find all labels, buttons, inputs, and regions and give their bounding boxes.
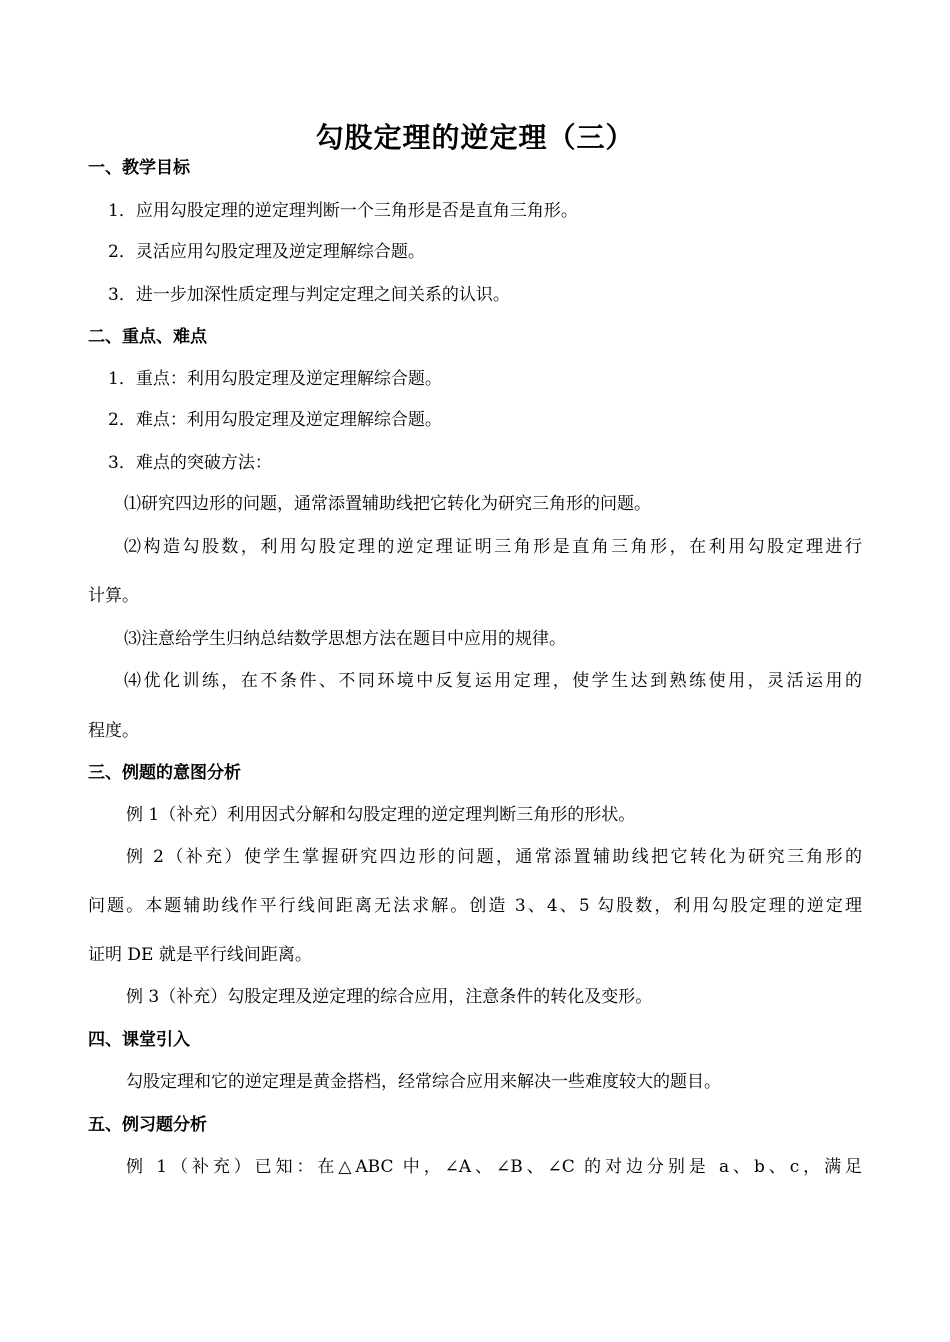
paragraph-line: 例 3（补充）勾股定理及逆定理的综合应用，注意条件的转化及变形。: [126, 987, 653, 1007]
paragraph-line: 计算。: [88, 586, 139, 606]
paragraph-line: ⑷优化训练，在不条件、不同环境中反复运用定理，使学生达到熟练使用，灵活运用的: [124, 671, 862, 691]
paragraph-line: ⑵构造勾股数，利用勾股定理的逆定理证明三角形是直角三角形，在利用勾股定理进行: [124, 537, 862, 557]
section-heading-key-points: 二、重点、难点: [88, 327, 207, 347]
paragraph-line: 1．应用勾股定理的逆定理判断一个三角形是否是直角三角形。: [108, 201, 578, 221]
paragraph-line: 3．进一步加深性质定理与判定定理之间关系的认识。: [108, 285, 510, 305]
paragraph-line: ⑴研究四边形的问题，通常添置辅助线把它转化为研究三角形的问题。: [124, 494, 651, 514]
paragraph-line: 2．难点：利用勾股定理及逆定理解综合题。: [108, 410, 442, 430]
paragraph-line: 证明 DE 就是平行线间距离。: [88, 945, 312, 965]
section-heading-lesson-intro: 四、课堂引入: [88, 1030, 190, 1050]
paragraph-line: 勾股定理和它的逆定理是黄金搭档，经常综合应用来解决一些难度较大的题目。: [126, 1072, 721, 1092]
paragraph-line: 1．重点：利用勾股定理及逆定理解综合题。: [108, 369, 442, 389]
paragraph-line: 2．灵活应用勾股定理及逆定理解综合题。: [108, 242, 425, 262]
paragraph-line: 例 1（补充）已知：在△ABC 中，∠A、∠B、∠C 的对边分别是 a、b、c，满足: [126, 1157, 862, 1177]
paragraph-line: 程度。: [88, 721, 139, 741]
section-heading-teaching-goals: 一、教学目标: [88, 158, 190, 178]
paragraph-line: 例 2（补充）使学生掌握研究四边形的问题，通常添置辅助线把它转化为研究三角形的: [126, 847, 862, 867]
paragraph-line: 例 1（补充）利用因式分解和勾股定理的逆定理判断三角形的形状。: [126, 805, 636, 825]
section-heading-example-analysis: 五、例习题分析: [88, 1115, 207, 1135]
paragraph-line: ⑶注意给学生归纳总结数学思想方法在题目中应用的规律。: [124, 629, 566, 649]
document-title: 勾股定理的逆定理（三）: [315, 121, 635, 154]
paragraph-line: 问题。本题辅助线作平行线间距离无法求解。创造 3、4、5 勾股数，利用勾股定理的逆定理: [88, 896, 862, 916]
section-heading-example-intent: 三、例题的意图分析: [88, 763, 241, 783]
paragraph-line: 3．难点的突破方法：: [108, 453, 272, 473]
